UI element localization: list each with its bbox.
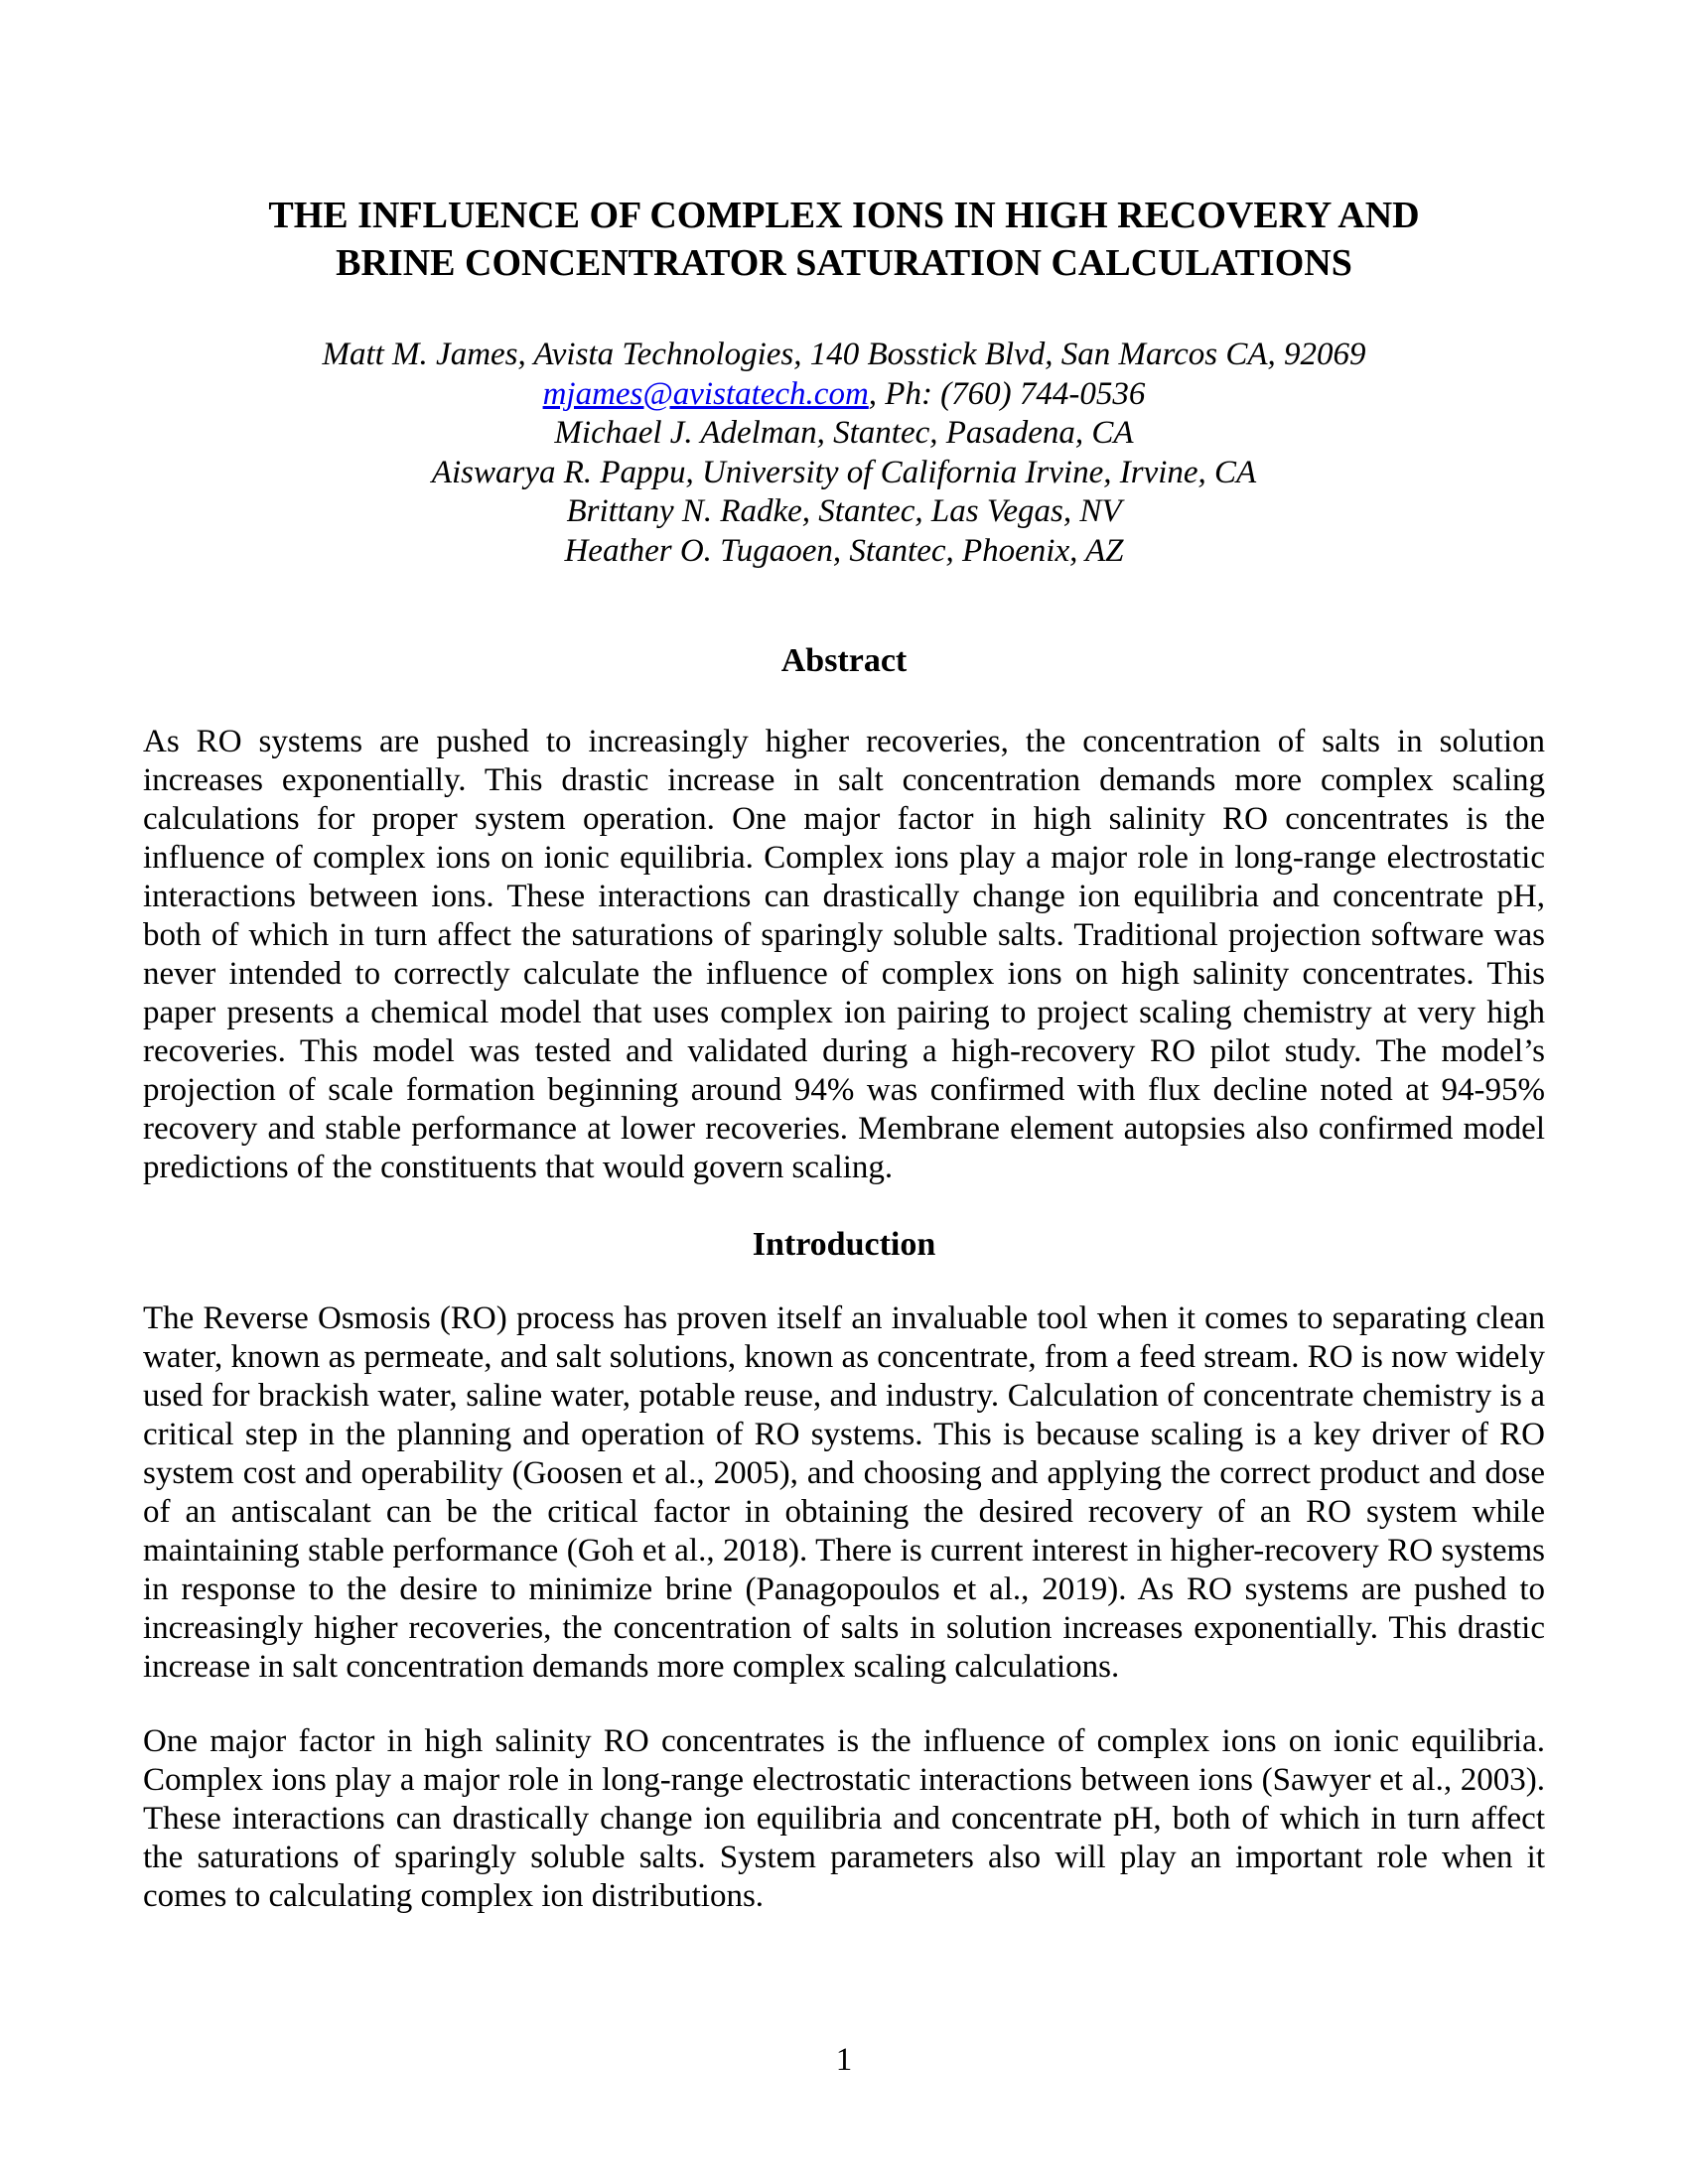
phone-text: , Ph: (760) 744-0536 xyxy=(868,375,1146,412)
introduction-paragraph-2: One major factor in high salinity RO concentrates is the influence of complex ions on ionic equilibria. Complex ions play a major role in long-range electrostatic interactions between ions (Sawyer et al., 2003). These interactions can drastically change ion equilibria and concentrate pH, both of which in turn affect the saturations of sparingly soluble salts. System parameters also will play an important role when it comes to calculating complex ion distributions. xyxy=(143,1723,1545,1914)
introduction-paragraph-1: The Reverse Osmosis (RO) process has proven itself an invaluable tool when it comes to separating clean water, known as permeate, and salt solutions, known as concentrate, from a feed stream. RO is now widely used for brackish water, saline water, potable reuse, and industry. Calculation of concentrate chemistry is a critical step in the planning and operation of RO systems. This is because scaling is a key driver of RO system cost and operability (Goosen et al., 2005), and choosing and applying the correct product and dose of an antiscalant can be the critical factor in obtaining the desired recovery of an RO system while maintaining stable performance (Goh et al., 2018). There is current interest in higher-recovery RO systems in response to the desire to minimize brine (Panagopoulos et al., 2019). As RO systems are pushed to increasingly higher recoveries, the concentration of salts in solution increases exponentially. This drastic increase in salt concentration demands more complex scaling calculations. xyxy=(143,1300,1545,1685)
introduction-heading: Introduction xyxy=(752,1226,936,1263)
email-link[interactable]: mjames@avistatech.com xyxy=(542,375,869,412)
paper-title-line1: THE INFLUENCE OF COMPLEX IONS IN HIGH RECOVERY AND xyxy=(268,195,1420,236)
author-line-4: Aiswarya R. Pappu, University of California Irvine, Irvine, CA xyxy=(431,454,1257,490)
author-block xyxy=(143,336,1545,571)
abstract-paragraph: As RO systems are pushed to increasingly higher recoveries, the concentration of salts in solution increases exponentially. This drastic increase in salt concentration demands more complex scaling calculations for proper system operation. One major factor in high salinity RO concentrates is the influence of complex ions on ionic equilibria. Complex ions play a major role in long-range electrostatic interactions between ions. These interactions can drastically change ion equilibria and concentrate pH, both of which in turn affect the saturations of sparingly soluble salts. Traditional projection software was never intended to correctly calculate the influence of complex ions on high salinity concentrates. This paper presents a chemical model that uses complex ion pairing to project scaling chemistry at very high recoveries. This model was tested and validated during a high-recovery RO pilot study. The model’s projection of scale formation beginning around 94% was confirmed with flux decline noted at 94-95% recovery and stable performance at lower recoveries. Membrane element autopsies also confirmed model predictions of the constituents that would govern scaling. xyxy=(143,724,1545,1185)
author-line-5: Brittany N. Radke, Stantec, Las Vegas, NV xyxy=(566,493,1122,529)
author-line-1: Matt M. James, Avista Technologies, 140 Bosstick Blvd, San Marcos CA, 92069 xyxy=(322,337,1366,372)
abstract-heading: Abstract xyxy=(780,642,908,679)
author-line-6: Heather O. Tugaoen, Stantec, Phoenix, AZ xyxy=(564,532,1124,569)
author-line-2 xyxy=(143,375,1545,415)
paper-title-line2: BRINE CONCENTRATOR SATURATION CALCULATIONS xyxy=(336,242,1352,284)
paper-title xyxy=(143,192,1545,287)
page-number: 1 xyxy=(835,2042,853,2078)
author-line-3: Michael J. Adelman, Stantec, Pasadena, CA xyxy=(554,415,1134,451)
page-content xyxy=(143,0,1545,1916)
